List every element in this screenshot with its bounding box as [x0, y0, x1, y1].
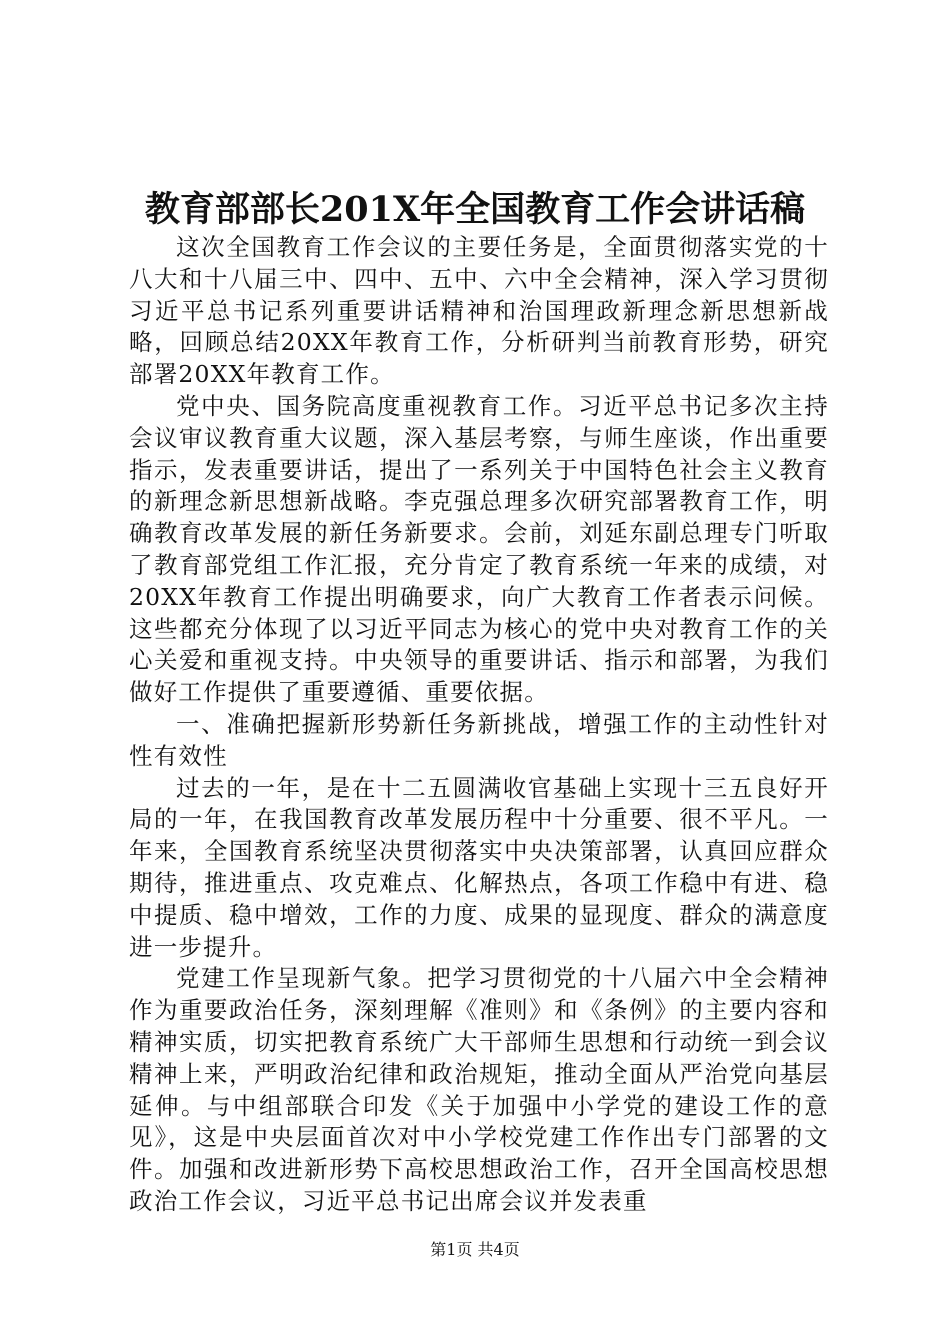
page-footer: 第1页 共4页 — [430, 1240, 520, 1259]
paragraph: 这次全国教育工作会议的主要任务是，全面贯彻落实党的十八大和十八届三中、四中、五中、六中全会精神，深入学习贯彻习近平总书记系列重要讲话精神和治国理政新理念新思想新战略，回顾总结20XX年教育工作，分析研判当前教育形势，研究部署20XX年教育工作。 — [129, 233, 829, 389]
paragraph: 党建工作呈现新气象。把学习贯彻党的十八届六中全会精神作为重要政治任务，深刻理解《准则》和《条例》的主要内容和精神实质，切实把教育系统广大干部师生思想和行动统一到会议精神上来，严明政治纪律和政治规矩，推动全面从严治党向基层延伸。与中组部联合印发《关于加强中小学党的建设工作的意见》，这是中央层面首次对中小学校党建工作作出专门部署的文件。加强和改进新形势下高校思想政治工作，召开全国高校思想政治工作会议，习近平总书记出席会议并发表重 — [129, 964, 829, 1215]
document-title: 教育部部长201X年全国教育工作会讲话稿 — [144, 189, 806, 230]
paragraph: 党中央、国务院高度重视教育工作。习近平总书记多次主持会议审议教育重大议题，深入基层考察，与师生座谈，作出重要指示，发表重要讲话，提出了一系列关于中国特色社会主义教育的新理念新思想新战略。李克强总理多次研究部署教育工作，明确教育改革发展的新任务新要求。会前，刘延东副总理专门听取了教育部党组工作汇报，充分肯定了教育系统一年来的成绩，对20XX年教育工作提出明确要求，向广大教育工作者表示问候。这些都充分体现了以习近平同志为核心的党中央对教育工作的关心关爱和重视支持。中央领导的重要讲话、指示和部署，为我们做好工作提供了重要遵循、重要依据。 — [129, 391, 829, 707]
paragraph: 过去的一年，是在十二五圆满收官基础上实现十三五良好开局的一年，在我国教育改革发展历程中十分重要、很不平凡。一年来，全国教育系统坚决贯彻落实中央决策部署，认真回应群众期待，推进重点、攻克难点、化解热点，各项工作稳中有进、稳中提质、稳中增效，工作的力度、成果的显现度、群众的满意度进一步提升。 — [129, 773, 829, 961]
document-body — [129, 232, 829, 1218]
section-heading: 一、准确把握新形势新任务新挑战，增强工作的主动性针对性有效性 — [129, 709, 829, 770]
